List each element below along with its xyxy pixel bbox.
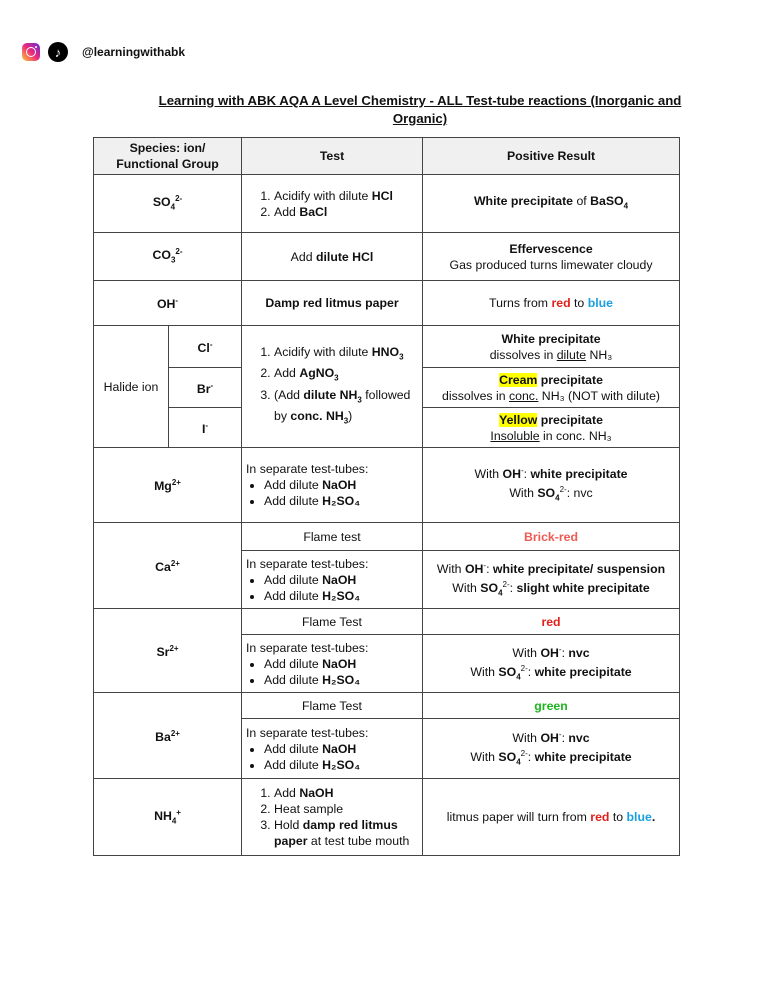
table-row-strontium-flame bbox=[94, 609, 680, 635]
table-row-hydroxide bbox=[94, 281, 680, 326]
result-cell: With OH-: white precipitate/ suspension With $SO_4^{2-}$: slight white precipitate bbox=[423, 551, 680, 609]
table-header-row bbox=[94, 138, 680, 175]
result-cell: Effervescence Gas produced turns limewater cloudy bbox=[423, 233, 680, 281]
test-cell: Add dilute HCl bbox=[242, 233, 423, 281]
result-cell: litmus paper will turn from red to blue. bbox=[423, 779, 680, 856]
test-cell: Flame Test bbox=[242, 609, 423, 635]
tiktok-icon[interactable]: ♪ bbox=[48, 42, 68, 62]
result-cell: Cream precipitate dissolves in conc. NH₃ (NOT with dilute) bbox=[423, 368, 680, 408]
header-species: Species: ion/ Functional Group bbox=[94, 138, 242, 175]
table-row-sulfate bbox=[94, 175, 680, 233]
halide-label: Halide ion bbox=[94, 326, 169, 448]
species-cell: Br- bbox=[169, 368, 242, 408]
species-cell: $SO_4^{2-}$ bbox=[94, 175, 242, 233]
table-row-ammonium bbox=[94, 779, 680, 856]
result-cell: Brick-red bbox=[423, 523, 680, 551]
species-cell: $NH_4^+$ bbox=[94, 779, 242, 856]
result-cell: With OH-: white precipitate With $SO_4^{2-}$: nvc bbox=[423, 448, 680, 523]
test-cell: 1. Add NaOH 2. Heat sample 3. Hold damp red litmus paper at test tube mouth bbox=[242, 779, 423, 856]
reactions-table bbox=[93, 137, 680, 856]
species-cell: $Ba^{2+}$ bbox=[94, 693, 242, 779]
test-cell: 1. Acidify with dilute HCl 2. Add BaCl bbox=[242, 175, 423, 233]
species-cell: I- bbox=[169, 408, 242, 448]
instagram-icon[interactable] bbox=[22, 43, 40, 61]
table-row-carbonate bbox=[94, 233, 680, 281]
result-cell: red bbox=[423, 609, 680, 635]
test-cell: In separate test-tubes: • Add dilute NaOH • Add dilute H₂SO₄ bbox=[242, 635, 423, 693]
species-cell: $CO_3^{2-}$ bbox=[94, 233, 242, 281]
test-cell: Flame Test bbox=[242, 693, 423, 719]
table-row-barium-flame bbox=[94, 693, 680, 719]
page-title: Learning with ABK AQA A Level Chemistry - ALL Test-tube reactions (Inorganic and Organic) bbox=[158, 93, 682, 126]
result-cell: With OH-: nvc With $SO_4^{2-}$: white precipitate bbox=[423, 719, 680, 779]
result-cell: Turns from red to blue bbox=[423, 281, 680, 326]
test-cell: Damp red litmus paper bbox=[242, 281, 423, 326]
species-cell: Cl- bbox=[169, 326, 242, 368]
species-cell: $Sr^{2+}$ bbox=[94, 609, 242, 693]
table-row-chloride bbox=[94, 326, 680, 368]
result-cell: With OH-: nvc With $SO_4^{2-}$: white precipitate bbox=[423, 635, 680, 693]
header-result: Positive Result bbox=[423, 138, 680, 175]
social-handle: @learningwithabk bbox=[82, 45, 186, 59]
species-cell: $Ca^{2+}$ bbox=[94, 523, 242, 609]
test-cell: Flame test bbox=[242, 523, 423, 551]
table-row-magnesium bbox=[94, 448, 680, 523]
result-cell: Yellow precipitate Insoluble in conc. NH₃ bbox=[423, 408, 680, 448]
test-cell: In separate test-tubes: • Add dilute NaOH • Add dilute H₂SO₄ bbox=[242, 719, 423, 779]
test-cell: In separate test-tubes: • Add dilute NaOH • Add dilute H₂SO₄ bbox=[242, 448, 423, 523]
social-header bbox=[22, 42, 185, 62]
test-cell: 1. Acidify with dilute $HNO_3$ 2. Add AgNO$_3$ 3. (Add dilute $NH_3$ followed by conc. $NH_3$) bbox=[242, 326, 423, 448]
result-cell: green bbox=[423, 693, 680, 719]
result-cell: White precipitate dissolves in dilute NH₃ bbox=[423, 326, 680, 368]
table-row-calcium-flame bbox=[94, 523, 680, 551]
species-cell: $Mg^{2+}$ bbox=[94, 448, 242, 523]
result-cell: White precipitate of BaSO$_4$ bbox=[423, 175, 680, 233]
test-cell: In separate test-tubes: • Add dilute NaOH • Add dilute H₂SO₄ bbox=[242, 551, 423, 609]
species-cell: OH- bbox=[94, 281, 242, 326]
header-test: Test bbox=[242, 138, 423, 175]
